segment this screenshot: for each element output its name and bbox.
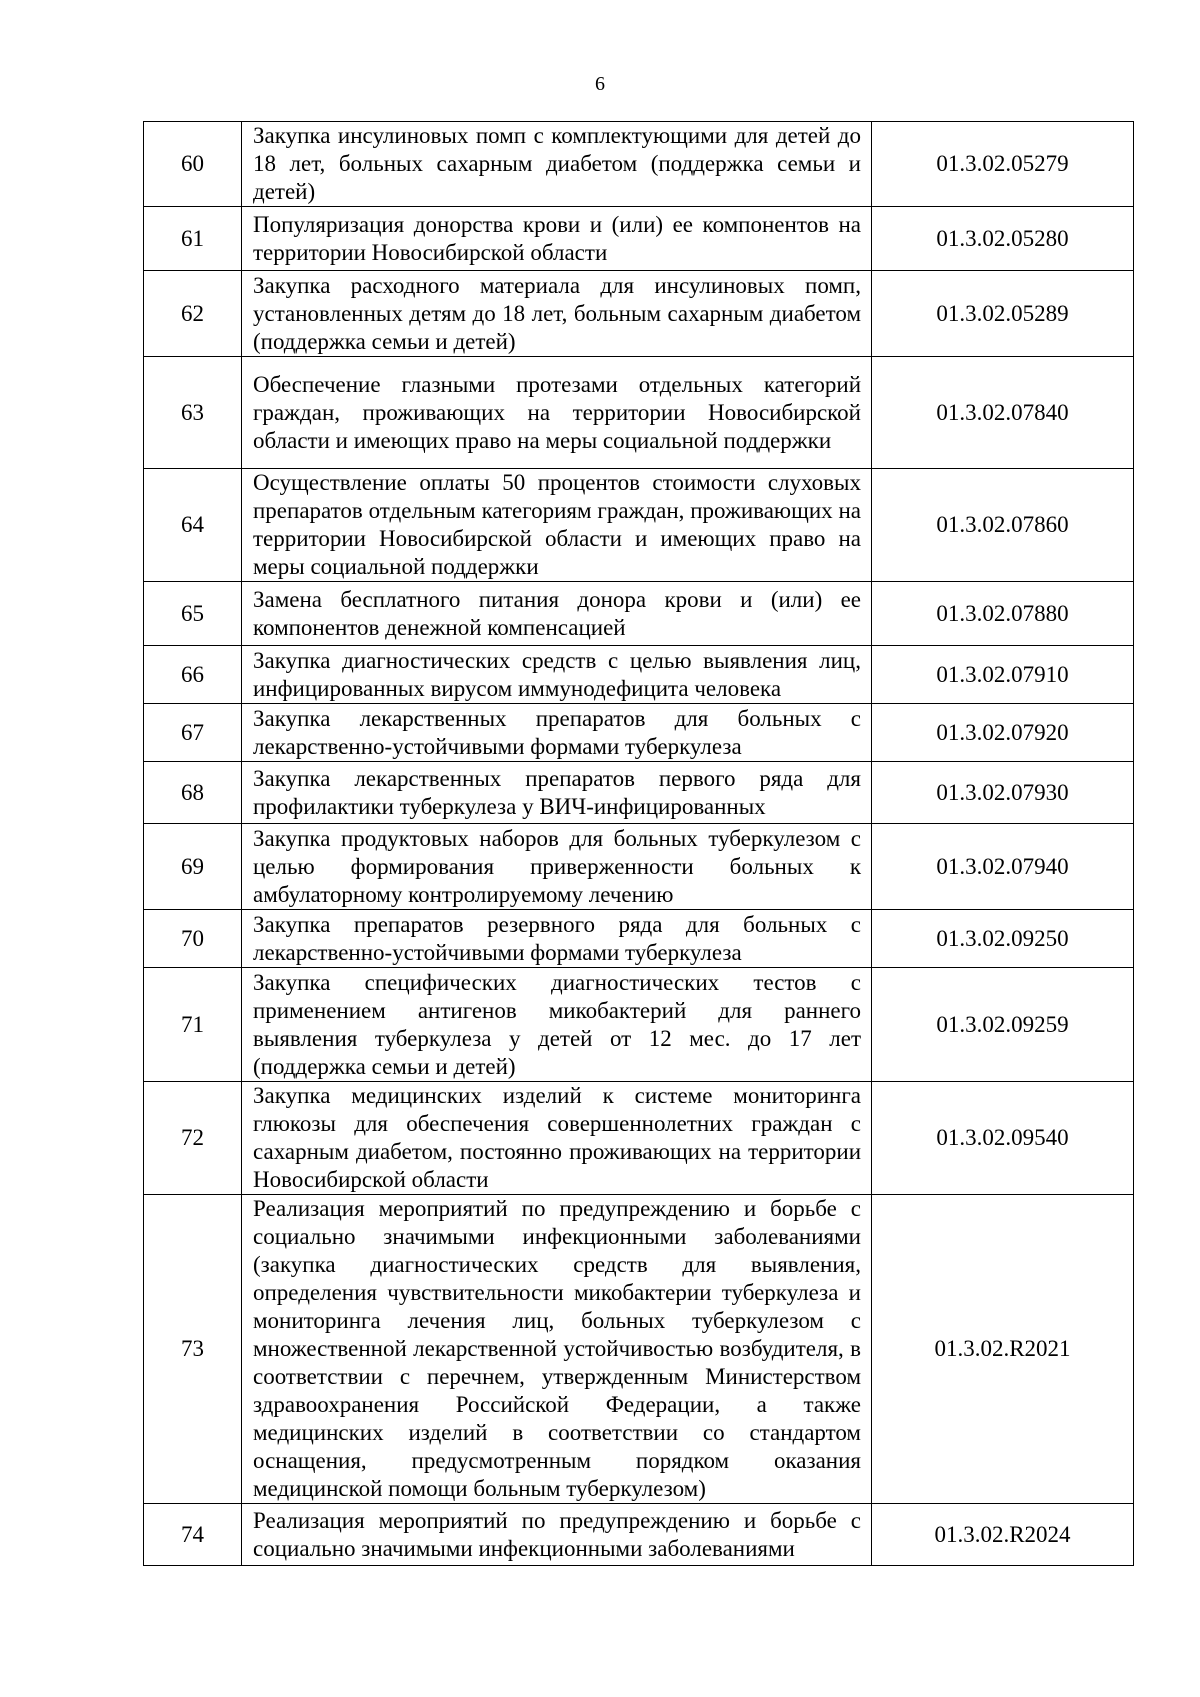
table-row: [144, 207, 1134, 271]
table-row: [144, 968, 1134, 1082]
table-row: [144, 1195, 1134, 1504]
row-number: 67: [144, 704, 242, 762]
row-description: Реализация мероприятий по предупреждению и борьбе с социально значимыми инфекционными заболеваниями: [242, 1504, 872, 1566]
row-code: 01.3.02.07910: [872, 646, 1134, 704]
row-code: 01.3.02.R2024: [872, 1504, 1134, 1566]
row-description: Реализация мероприятий по предупреждению и борьбе с социально значимыми инфекционными заболеваниями (закупка диагностических средств для выявления, определения чувствительности микобактерии туберкулеза и мониторинга лечения лиц, больных туберкулезом с множественной лекарственной устойчивостью возбудителя, в соответствии с перечнем, утвержденным Министерством здравоохранения Российской Федерации, а также медицинских изделий в соответствии со стандартом оснащения, предусмотренным порядком оказания медицинской помощи больным туберкулезом): [242, 1195, 872, 1504]
row-description: Закупка лекарственных препаратов первого ряда для профилактики туберкулеза у ВИЧ-инфицированных: [242, 762, 872, 824]
row-description: Закупка продуктовых наборов для больных туберкулезом с целью формирования приверженности больных к амбулаторному контролируемому лечению: [242, 824, 872, 910]
row-code: 01.3.02.05279: [872, 122, 1134, 207]
row-code: 01.3.02.R2021: [872, 1195, 1134, 1504]
row-code: 01.3.02.07940: [872, 824, 1134, 910]
row-description: Закупка диагностических средств с целью выявления лиц, инфицированных вирусом иммунодефицита человека: [242, 646, 872, 704]
row-description: Осуществление оплаты 50 процентов стоимости слуховых препаратов отдельным категориям граждан, проживающих на территории Новосибирской области и имеющих право на меры социальной поддержки: [242, 469, 872, 582]
row-description: Закупка специфических диагностических тестов с применением антигенов микобактерий для раннего выявления туберкулеза у детей от 12 мес. до 17 лет (поддержка семьи и детей): [242, 968, 872, 1082]
row-code: 01.3.02.05289: [872, 271, 1134, 357]
row-description: Закупка медицинских изделий к системе мониторинга глюкозы для обеспечения совершеннолетних граждан с сахарным диабетом, постоянно проживающих на территории Новосибирской области: [242, 1082, 872, 1195]
row-code: 01.3.02.07860: [872, 469, 1134, 582]
row-description: Обеспечение глазными протезами отдельных категорий граждан, проживающих на территории Новосибирской области и имеющих право на меры социальной поддержки: [242, 357, 872, 469]
row-description: Замена бесплатного питания донора крови и (или) ее компонентов денежной компенсацией: [242, 582, 872, 646]
row-code: 01.3.02.07920: [872, 704, 1134, 762]
row-number: 64: [144, 469, 242, 582]
table-row: [144, 122, 1134, 207]
table-row: [144, 469, 1134, 582]
row-code: 01.3.02.07930: [872, 762, 1134, 824]
page-number: 6: [595, 73, 605, 95]
table-row: [144, 824, 1134, 910]
row-code: 01.3.02.09259: [872, 968, 1134, 1082]
row-code: 01.3.02.05280: [872, 207, 1134, 271]
table-row: [144, 646, 1134, 704]
row-number: 65: [144, 582, 242, 646]
row-number: 71: [144, 968, 242, 1082]
table-row: [144, 357, 1134, 469]
row-number: 69: [144, 824, 242, 910]
row-number: 62: [144, 271, 242, 357]
row-description: Закупка препаратов резервного ряда для больных с лекарственно-устойчивыми формами туберкулеза: [242, 910, 872, 968]
table-row: [144, 762, 1134, 824]
table-row: [144, 1082, 1134, 1195]
row-number: 68: [144, 762, 242, 824]
row-number: 61: [144, 207, 242, 271]
row-code: 01.3.02.07880: [872, 582, 1134, 646]
row-description: Закупка инсулиновых помп с комплектующими для детей до 18 лет, больных сахарным диабетом (поддержка семьи и детей): [242, 122, 872, 207]
row-description: Закупка расходного материала для инсулиновых помп, установленных детям до 18 лет, больным сахарным диабетом (поддержка семьи и детей): [242, 271, 872, 357]
table-row: [144, 704, 1134, 762]
row-code: 01.3.02.09540: [872, 1082, 1134, 1195]
row-code: 01.3.02.07840: [872, 357, 1134, 469]
table-row: [144, 910, 1134, 968]
row-description: Популяризация донорства крови и (или) ее компонентов на территории Новосибирской области: [242, 207, 872, 271]
row-number: 70: [144, 910, 242, 968]
row-description: Закупка лекарственных препаратов для больных с лекарственно-устойчивыми формами туберкулеза: [242, 704, 872, 762]
table-row: [144, 582, 1134, 646]
program-items-table: [143, 121, 1134, 1566]
row-code: 01.3.02.09250: [872, 910, 1134, 968]
row-number: 73: [144, 1195, 242, 1504]
row-number: 72: [144, 1082, 242, 1195]
table-row: [144, 271, 1134, 357]
row-number: 74: [144, 1504, 242, 1566]
row-number: 63: [144, 357, 242, 469]
row-number: 66: [144, 646, 242, 704]
table-row: [144, 1504, 1134, 1566]
row-number: 60: [144, 122, 242, 207]
